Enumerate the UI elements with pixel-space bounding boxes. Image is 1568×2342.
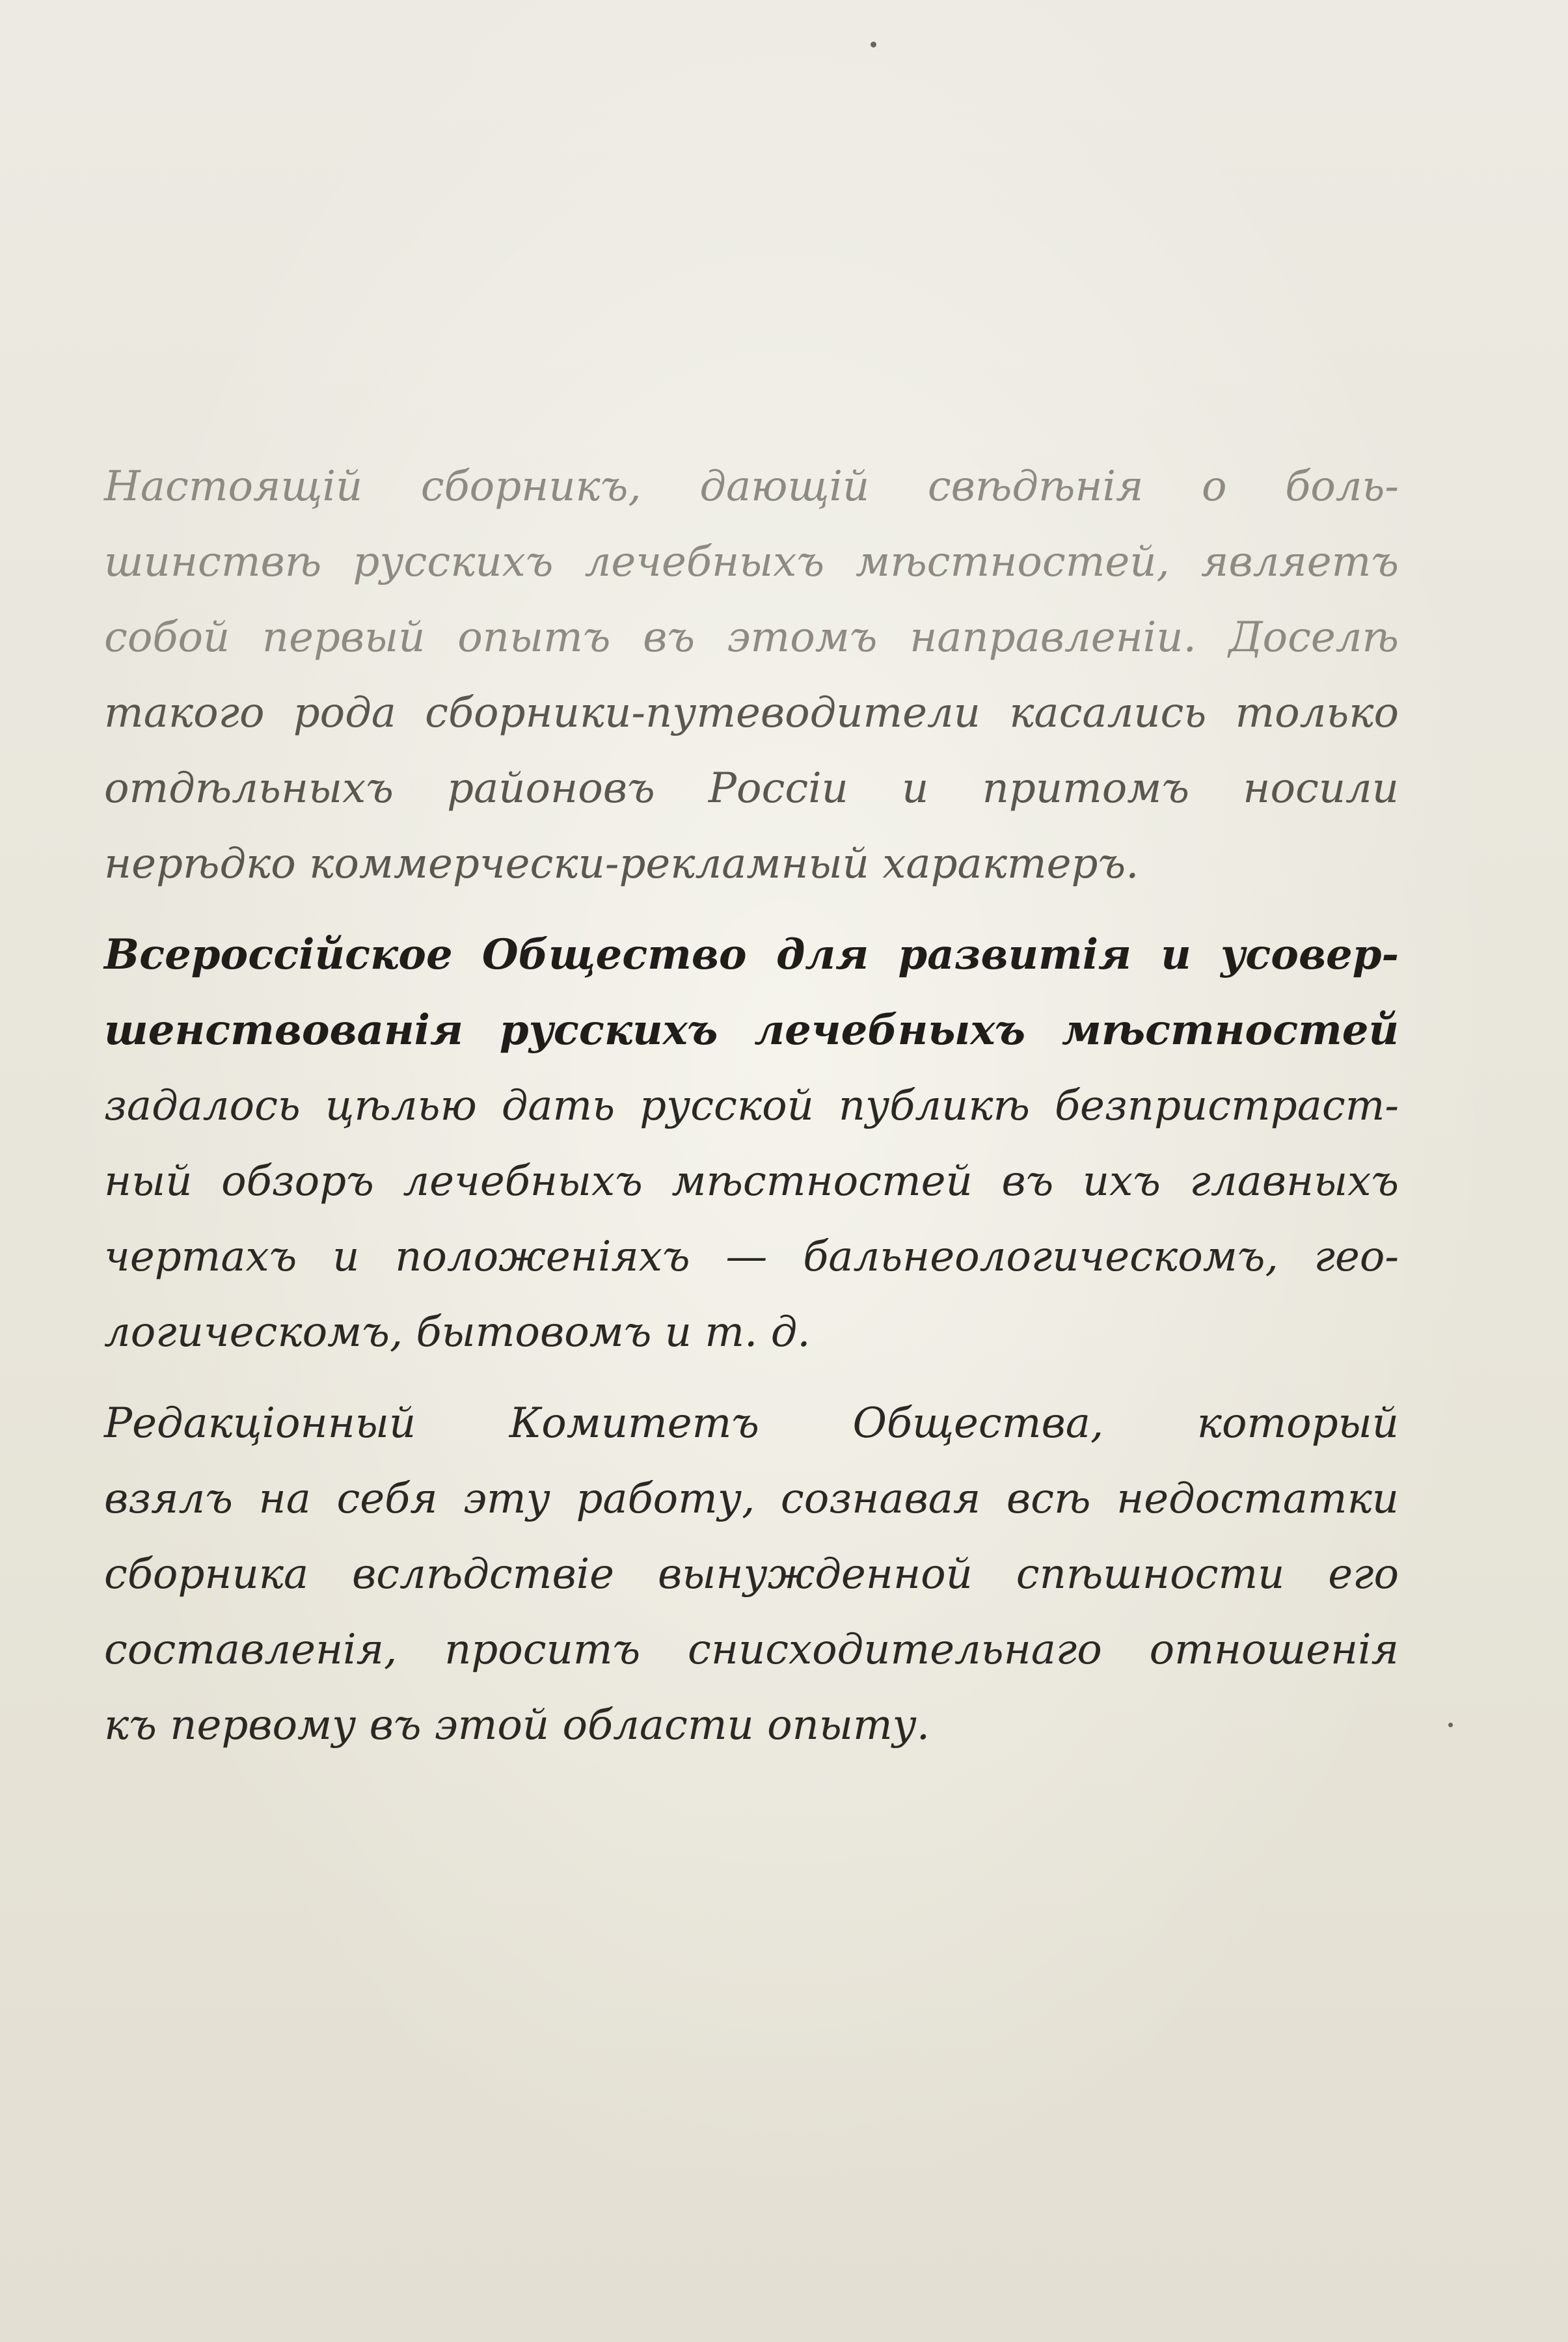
text-line: логическомъ, бытовомъ и т. д. — [104, 1308, 811, 1356]
text-line: Настоящій сборникъ, дающій свѣдѣнія о боль- — [104, 463, 1399, 511]
text-line: ный обзоръ лечебныхъ мѣстностей въ ихъ главныхъ — [104, 1157, 1399, 1205]
text-line: шинствѣ русскихъ лечебныхъ мѣстностей, являетъ — [104, 538, 1399, 586]
text-line: къ первому въ этой области опыту. — [104, 1701, 930, 1749]
preface-text — [104, 449, 1399, 1763]
ink-speck — [1448, 1723, 1453, 1727]
ink-speck — [871, 42, 876, 47]
text-line: Всероссійское Общество для развитія и усовер- — [104, 930, 1399, 979]
text-line: взялъ на себя эту работу, сознавая всѣ недостатки — [104, 1475, 1399, 1523]
text-line: сборника вслѣдствіе вынужденной спѣшности его — [104, 1550, 1399, 1598]
paragraph-3 — [104, 1386, 1399, 1763]
text-line: чертахъ и положеніяхъ — бальнеологическомъ, гео- — [104, 1233, 1399, 1281]
text-line: такого рода сборники-путеводители касались только — [104, 689, 1399, 737]
text-line: шенствованія русскихъ лечебныхъ мѣстностей — [104, 1006, 1399, 1055]
text-line: Редакціонный Комитетъ Общества, который — [104, 1399, 1399, 1447]
text-line: нерѣдко коммерчески-рекламный характеръ. — [104, 840, 1139, 888]
paragraph-2 — [104, 917, 1399, 1370]
text-line: задалось цѣлью дать русской публикѣ безпристраст- — [104, 1082, 1399, 1130]
text-line: отдѣльныхъ районовъ Россіи и притомъ носили — [104, 764, 1399, 813]
paragraph-1 — [104, 449, 1399, 902]
text-line: составленія, проситъ снисходительнаго отношенія — [104, 1626, 1399, 1674]
text-line: собой первый опытъ въ этомъ направленіи. Доселѣ — [104, 613, 1399, 662]
